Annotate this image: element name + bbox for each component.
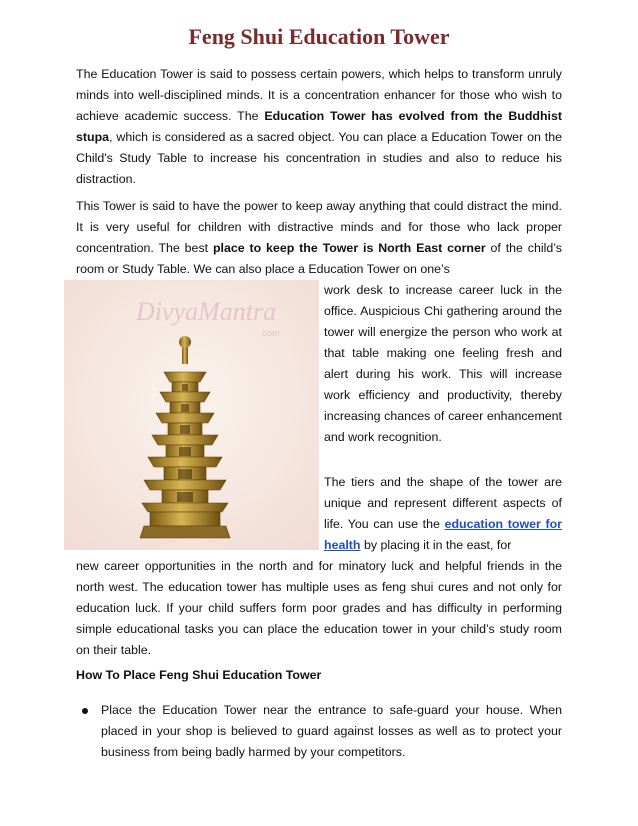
- image-watermark-sub: .com: [260, 328, 280, 338]
- pagoda-tower-icon: [64, 280, 319, 550]
- paragraph-tiers-continued: new career opportunities in the north and for minatory luck and helpful friends in the north west. The education tower has multiple uses as feng shui cures and not only for education luck. If your child suffers form poor grades and has difficulty in performing simple educational tasks you can place the education tower in your child’s study room on their table.: [76, 559, 562, 657]
- list-item: [82, 700, 562, 763]
- paragraph-career: work desk to increase career luck in the office. Auspicious Chi gathering around the tower will energize the person who work at that table making one feeling fresh and alert during his work. This will increase work efficiency and productivity, thereby increasing chances of career enhancement and work recognition.: [324, 283, 562, 444]
- paragraph-power: This Tower is said to have the power to keep away anything that could distract the mind. It is very useful for children with distractive minds and for those who lack proper concentration. The best place to keep the Tower is North East corner of the child’s room or Study Table. We can also place a Education Tower on one’s: [76, 199, 563, 276]
- document-title: Feng Shui Education Tower: [188, 24, 450, 49]
- bullet-icon: [82, 708, 88, 714]
- bullet-text: Place the Education Tower near the entrance to safe-guard your house. When placed in your shop is believed to guard against losses as well as to protect your business from being badly harmed by your competitors.: [101, 703, 562, 759]
- paragraph-tiers: The tiers and the shape of the tower are unique and represent different aspects of life. You can use the education tower for health by placing it in the east, for: [324, 475, 563, 552]
- image-watermark: DivyaMantra: [136, 297, 277, 326]
- education-tower-for-health-link[interactable]: education tower for health: [324, 517, 563, 552]
- paragraph-intro: The Education Tower is said to possess certain powers, which helps to transform unruly minds into well-disciplined minds. It is a concentration enhancer for those who wish to achieve academic success. The Education Tower has evolved from the Buddhist stupa, which is considered as a sacred object. You can place a Education Tower on the Child's Study Table to increase his concentration in studies and also to reduce his distraction.: [76, 67, 562, 186]
- education-tower-image: [64, 280, 319, 550]
- section-heading: How To Place Feng Shui Education Tower: [76, 668, 322, 682]
